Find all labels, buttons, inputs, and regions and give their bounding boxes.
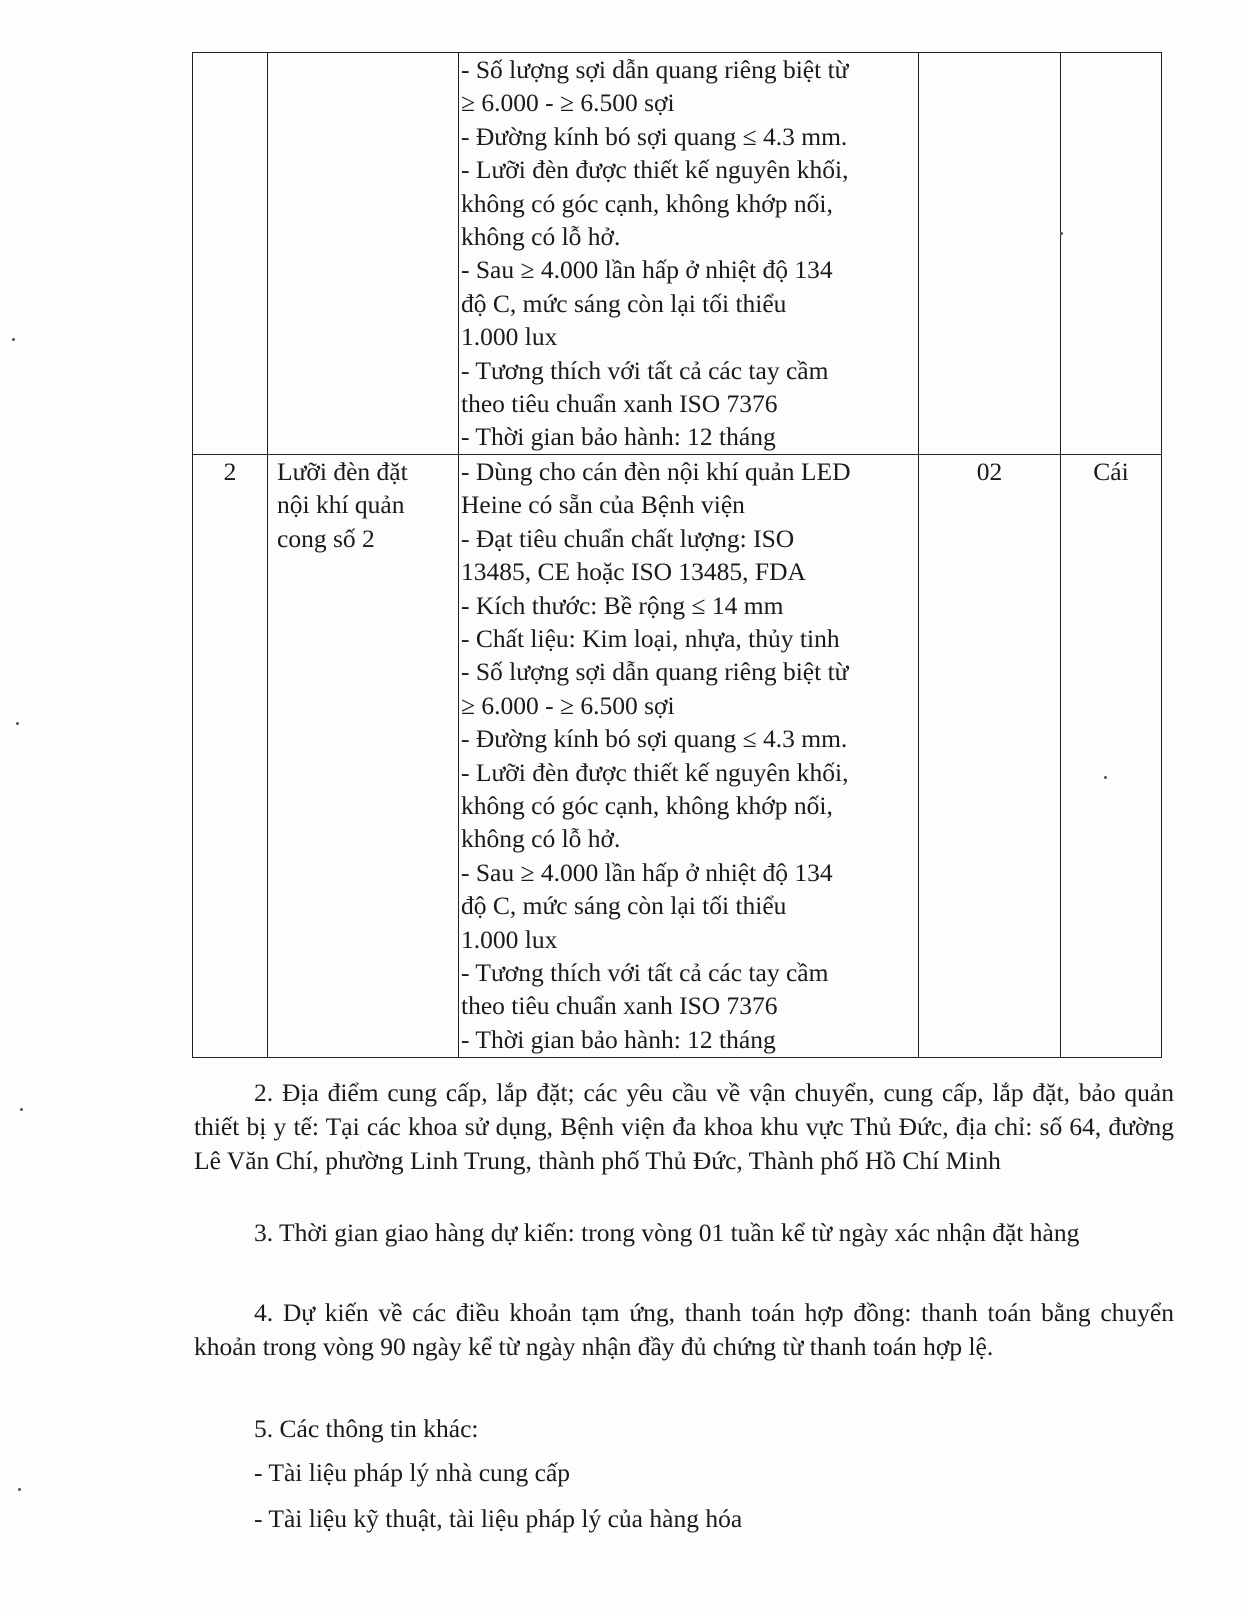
spec-line: 1.000 lux [461,924,558,954]
spec-line: không có góc cạnh, không khớp nối, [461,188,833,218]
spec-line: - Tương thích với tất cả các tay cầm [461,957,829,987]
spec-line: - Đường kính bó sợi quang ≤ 4.3 mm. [461,121,848,151]
item-name-cell [268,53,459,455]
item-name-line: Lưỡi đèn đặt [277,456,408,486]
spec-line: - Tương thích với tất cả các tay cầm [461,355,829,385]
paragraph-payment-terms: 4. Dự kiến về các điều khoản tạm ứng, thanh toán hợp đồng: thanh toán bằng chuyển khoản trong vòng 90 ngày kể từ ngày nhận đầy đủ chứng từ thanh toán hợp lệ. [194,1298,1174,1361]
unit-cell [1061,53,1162,455]
spec-cell [459,53,919,455]
scan-speck [1060,232,1063,235]
spec-line: theo tiêu chuẩn xanh ISO 7376 [461,991,778,1021]
spec-line: độ C, mức sáng còn lại tối thiểu [461,891,787,921]
spec-line: - Thời gian bảo hành: 12 tháng [461,1024,776,1054]
scan-speck [18,1488,21,1491]
spec-line: - Thời gian bảo hành: 12 tháng [461,422,776,452]
spec-line: Heine có sẵn của Bệnh viện [461,490,745,520]
quantity-cell: 02 [919,454,1061,1057]
scan-speck [16,722,19,725]
scan-speck [12,338,15,341]
unit-cell: Cái [1061,454,1162,1057]
spec-line: - Lưỡi đèn được thiết kế nguyên khối, [461,155,849,185]
spec-line: - Số lượng sợi dẫn quang riêng biệt từ [461,657,849,687]
spec-line: ≥ 6.000 - ≥ 6.500 sợi [461,690,675,720]
table-row [193,454,1162,1057]
spec-line: - Đạt tiêu chuẩn chất lượng: ISO [461,523,795,553]
item-name-line: nội khí quản [277,490,405,520]
spec-line: - Dùng cho cán đèn nội khí quản LED [461,456,851,486]
table-row [193,53,1162,455]
paragraph-other-info: 5. Các thông tin khác: [254,1414,479,1443]
quantity-cell [919,53,1061,455]
item-name-line: cong số 2 [277,523,375,553]
spec-line: 1.000 lux [461,322,558,352]
spec-line: - Lưỡi đèn được thiết kế nguyên khối, [461,757,849,787]
paragraph-delivery-location: 2. Địa điểm cung cấp, lắp đặt; các yêu cầu về vận chuyển, cung cấp, lắp đặt, bảo quản thiết bị y tế: Tại các khoa sử dụng, Bệnh viện đa khoa khu vực Thủ Đức, địa chỉ: số 64, đường Lê Văn Chí, phường Linh Trung, thành phố Thủ Đức, Thành phố Hồ Chí Minh [194,1078,1174,1175]
spec-line: - Chất liệu: Kim loại, nhựa, thủy tinh [461,623,840,653]
spec-line: 13485, CE hoặc ISO 13485, FDA [461,557,806,587]
list-item: - Tài liệu pháp lý nhà cung cấp [254,1458,571,1487]
spec-line: - Kích thước: Bề rộng ≤ 14 mm [461,590,784,620]
spec-line: - Số lượng sợi dẫn quang riêng biệt từ [461,55,849,84]
specification-table [192,52,1162,1058]
scan-speck [20,1108,23,1111]
spec-line: ≥ 6.000 - ≥ 6.500 sợi [461,88,675,118]
paragraph-delivery-time: 3. Thời gian giao hàng dự kiến: trong vòng 01 tuần kể từ ngày xác nhận đặt hàng [254,1218,1080,1247]
row-number-cell: 2 [193,454,268,1057]
spec-line: không có lỗ hở. [461,824,621,854]
row-number-cell [193,53,268,455]
spec-line: - Sau ≥ 4.000 lần hấp ở nhiệt độ 134 [461,857,833,887]
spec-line: không có góc cạnh, không khớp nối, [461,790,833,820]
scan-speck [1104,776,1107,779]
item-name-cell [268,454,459,1057]
spec-line: - Đường kính bó sợi quang ≤ 4.3 mm. [461,724,848,754]
spec-line: không có lỗ hở. [461,222,621,252]
spec-line: theo tiêu chuẩn xanh ISO 7376 [461,389,778,419]
spec-line: - Sau ≥ 4.000 lần hấp ở nhiệt độ 134 [461,255,833,285]
list-item: - Tài liệu kỹ thuật, tài liệu pháp lý của hàng hóa [254,1504,743,1533]
spec-cell [459,454,919,1057]
spec-line: độ C, mức sáng còn lại tối thiểu [461,288,787,318]
